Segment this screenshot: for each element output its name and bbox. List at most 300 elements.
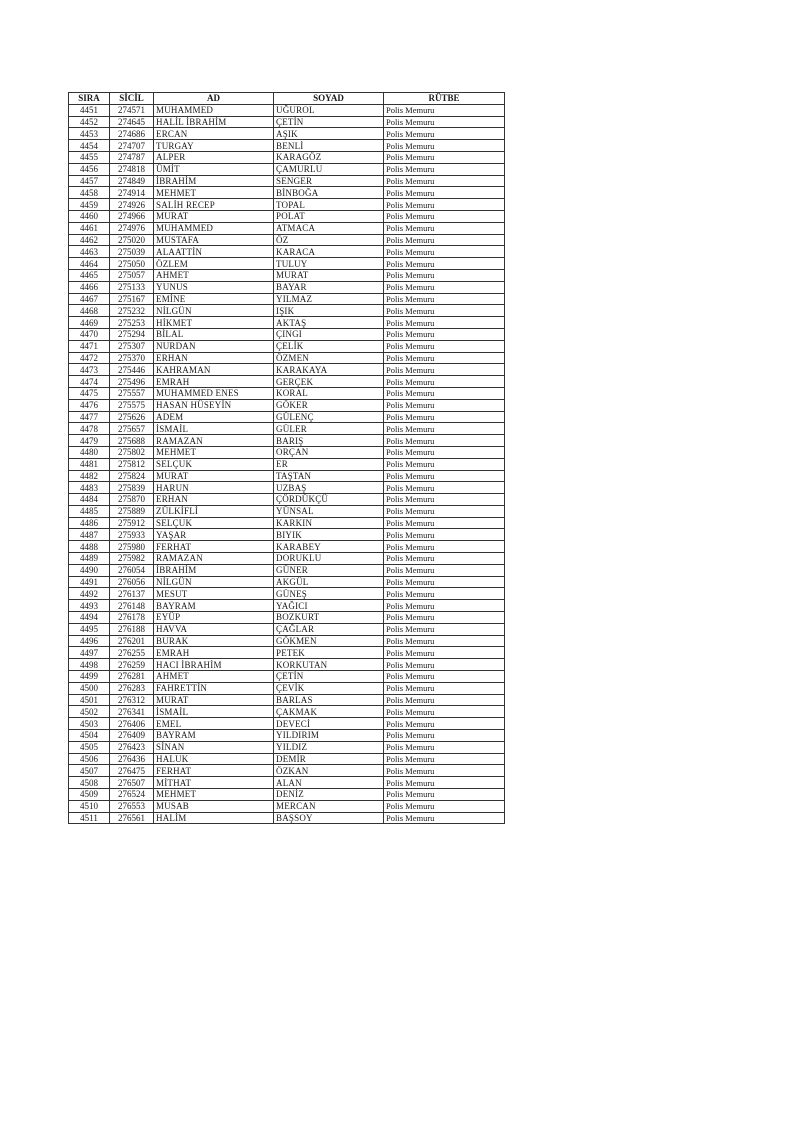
cell-sicil: 276201	[110, 635, 154, 647]
cell-sicil: 274914	[110, 187, 154, 199]
cell-rutbe: Polis Memuru	[384, 435, 505, 447]
table-row	[69, 116, 505, 128]
cell-ad: KAHRAMAN	[154, 364, 274, 376]
cell-sicil: 274571	[110, 104, 154, 116]
cell-ad: HALUK	[154, 753, 274, 765]
cell-soyad: DORUKLU	[274, 553, 384, 565]
table-row	[69, 505, 505, 517]
cell-rutbe: Polis Memuru	[384, 458, 505, 470]
cell-ad: HACI İBRAHİM	[154, 659, 274, 671]
cell-ad: HARUN	[154, 482, 274, 494]
cell-soyad: YÜNSAL	[274, 505, 384, 517]
cell-soyad: ÇELİK	[274, 340, 384, 352]
cell-soyad: ÇAĞLAR	[274, 623, 384, 635]
cell-sicil: 276188	[110, 623, 154, 635]
cell-rutbe: Polis Memuru	[384, 352, 505, 364]
table-row	[69, 482, 505, 494]
cell-soyad: AKTAŞ	[274, 317, 384, 329]
table-row	[69, 104, 505, 116]
cell-sicil: 274707	[110, 140, 154, 152]
cell-ad: YUNUS	[154, 281, 274, 293]
table-row	[69, 210, 505, 222]
cell-sicil: 276406	[110, 718, 154, 730]
cell-sicil: 275889	[110, 505, 154, 517]
cell-sicil: 276283	[110, 682, 154, 694]
cell-ad: RAMAZAN	[154, 435, 274, 447]
table-row	[69, 494, 505, 506]
table-row	[69, 588, 505, 600]
cell-sira: 4510	[69, 800, 110, 812]
cell-ad: EMİNE	[154, 293, 274, 305]
cell-rutbe: Polis Memuru	[384, 777, 505, 789]
cell-ad: RAMAZAN	[154, 553, 274, 565]
cell-soyad: KARKIN	[274, 517, 384, 529]
cell-sicil: 275657	[110, 423, 154, 435]
cell-sira: 4453	[69, 128, 110, 140]
cell-rutbe: Polis Memuru	[384, 364, 505, 376]
cell-sira: 4461	[69, 222, 110, 234]
cell-sicil: 276281	[110, 671, 154, 683]
cell-soyad: IŞIK	[274, 305, 384, 317]
cell-ad: MEHMET	[154, 446, 274, 458]
cell-soyad: BARLAS	[274, 694, 384, 706]
cell-ad: HALİM	[154, 812, 274, 824]
cell-sicil: 275575	[110, 399, 154, 411]
cell-ad: BURAK	[154, 635, 274, 647]
table-row	[69, 706, 505, 718]
cell-sira: 4458	[69, 187, 110, 199]
cell-soyad: KARAKAYA	[274, 364, 384, 376]
cell-sicil: 276341	[110, 706, 154, 718]
cell-ad: MUHAMMED ENES	[154, 387, 274, 399]
table-row	[69, 659, 505, 671]
cell-rutbe: Polis Memuru	[384, 517, 505, 529]
cell-rutbe: Polis Memuru	[384, 789, 505, 801]
cell-rutbe: Polis Memuru	[384, 222, 505, 234]
table-row	[69, 777, 505, 789]
cell-soyad: ORÇAN	[274, 446, 384, 458]
cell-soyad: BARIŞ	[274, 435, 384, 447]
table-row	[69, 352, 505, 364]
cell-rutbe: Polis Memuru	[384, 376, 505, 388]
cell-sicil: 275039	[110, 246, 154, 258]
cell-rutbe: Polis Memuru	[384, 529, 505, 541]
cell-sira: 4503	[69, 718, 110, 730]
cell-ad: BİLAL	[154, 328, 274, 340]
cell-sicil: 275167	[110, 293, 154, 305]
cell-sira: 4476	[69, 399, 110, 411]
cell-sira: 4466	[69, 281, 110, 293]
cell-ad: NİLGÜN	[154, 305, 274, 317]
cell-sira: 4493	[69, 600, 110, 612]
cell-rutbe: Polis Memuru	[384, 234, 505, 246]
cell-ad: AHMET	[154, 671, 274, 683]
cell-sira: 4482	[69, 470, 110, 482]
cell-ad: HİKMET	[154, 317, 274, 329]
cell-sira: 4477	[69, 411, 110, 423]
cell-rutbe: Polis Memuru	[384, 246, 505, 258]
cell-sira: 4492	[69, 588, 110, 600]
cell-sicil: 275933	[110, 529, 154, 541]
cell-ad: MUHAMMED	[154, 104, 274, 116]
cell-rutbe: Polis Memuru	[384, 423, 505, 435]
table-row	[69, 446, 505, 458]
cell-sicil: 276259	[110, 659, 154, 671]
cell-rutbe: Polis Memuru	[384, 647, 505, 659]
cell-soyad: GÖKMEN	[274, 635, 384, 647]
cell-sira: 4484	[69, 494, 110, 506]
cell-sicil: 275057	[110, 269, 154, 281]
cell-rutbe: Polis Memuru	[384, 281, 505, 293]
table-row	[69, 694, 505, 706]
cell-sicil: 275307	[110, 340, 154, 352]
table-row	[69, 682, 505, 694]
cell-sicil: 275812	[110, 458, 154, 470]
cell-soyad: MURAT	[274, 269, 384, 281]
cell-ad: İSMAİL	[154, 706, 274, 718]
cell-sicil: 275496	[110, 376, 154, 388]
table-row	[69, 458, 505, 470]
table-row	[69, 741, 505, 753]
cell-soyad: BAYAR	[274, 281, 384, 293]
cell-sira: 4483	[69, 482, 110, 494]
cell-ad: EMRAH	[154, 647, 274, 659]
table-row	[69, 328, 505, 340]
cell-soyad: TAŞTAN	[274, 470, 384, 482]
cell-sicil: 276255	[110, 647, 154, 659]
cell-ad: EMEL	[154, 718, 274, 730]
cell-rutbe: Polis Memuru	[384, 470, 505, 482]
table-row	[69, 187, 505, 199]
table-body	[69, 104, 505, 824]
table-row	[69, 340, 505, 352]
cell-soyad: BIYIK	[274, 529, 384, 541]
cell-sira: 4486	[69, 517, 110, 529]
cell-rutbe: Polis Memuru	[384, 482, 505, 494]
cell-sicil: 275050	[110, 258, 154, 270]
cell-rutbe: Polis Memuru	[384, 104, 505, 116]
cell-sira: 4451	[69, 104, 110, 116]
cell-sicil: 275370	[110, 352, 154, 364]
cell-sira: 4480	[69, 446, 110, 458]
cell-soyad: KARACA	[274, 246, 384, 258]
cell-soyad: AKGÜL	[274, 576, 384, 588]
cell-rutbe: Polis Memuru	[384, 576, 505, 588]
cell-sicil: 274686	[110, 128, 154, 140]
table-row	[69, 376, 505, 388]
cell-rutbe: Polis Memuru	[384, 623, 505, 635]
cell-soyad: ATMACA	[274, 222, 384, 234]
cell-rutbe: Polis Memuru	[384, 116, 505, 128]
cell-soyad: YILDIZ	[274, 741, 384, 753]
cell-rutbe: Polis Memuru	[384, 706, 505, 718]
cell-rutbe: Polis Memuru	[384, 753, 505, 765]
cell-ad: AHMET	[154, 269, 274, 281]
cell-sicil: 276553	[110, 800, 154, 812]
cell-rutbe: Polis Memuru	[384, 293, 505, 305]
cell-sira: 4474	[69, 376, 110, 388]
table-row	[69, 730, 505, 742]
cell-ad: MİTHAT	[154, 777, 274, 789]
table-row	[69, 517, 505, 529]
cell-sicil: 275232	[110, 305, 154, 317]
cell-soyad: TULUY	[274, 258, 384, 270]
cell-sicil: 276436	[110, 753, 154, 765]
cell-ad: İBRAHİM	[154, 175, 274, 187]
cell-soyad: UĞUROL	[274, 104, 384, 116]
table-row	[69, 635, 505, 647]
cell-soyad: YILMAZ	[274, 293, 384, 305]
cell-ad: MURAT	[154, 210, 274, 222]
cell-sicil: 275870	[110, 494, 154, 506]
table-row	[69, 765, 505, 777]
table-row	[69, 470, 505, 482]
cell-ad: FERHAT	[154, 765, 274, 777]
cell-sicil: 274849	[110, 175, 154, 187]
cell-ad: BAYRAM	[154, 600, 274, 612]
header-sicil: SİCİL	[110, 93, 154, 105]
cell-rutbe: Polis Memuru	[384, 765, 505, 777]
cell-sicil: 275133	[110, 281, 154, 293]
cell-rutbe: Polis Memuru	[384, 564, 505, 576]
cell-rutbe: Polis Memuru	[384, 140, 505, 152]
cell-sicil: 276178	[110, 612, 154, 624]
cell-soyad: ALAN	[274, 777, 384, 789]
cell-rutbe: Polis Memuru	[384, 210, 505, 222]
cell-soyad: ÇETİN	[274, 116, 384, 128]
cell-soyad: ÖZKAN	[274, 765, 384, 777]
table-row	[69, 600, 505, 612]
table-row	[69, 423, 505, 435]
cell-sira: 4465	[69, 269, 110, 281]
cell-ad: ALPER	[154, 151, 274, 163]
cell-ad: EMRAH	[154, 376, 274, 388]
cell-rutbe: Polis Memuru	[384, 812, 505, 824]
cell-rutbe: Polis Memuru	[384, 588, 505, 600]
cell-sicil: 275980	[110, 541, 154, 553]
cell-soyad: KARABEY	[274, 541, 384, 553]
cell-rutbe: Polis Memuru	[384, 682, 505, 694]
cell-soyad: BENLİ	[274, 140, 384, 152]
cell-ad: FERHAT	[154, 541, 274, 553]
table-row	[69, 151, 505, 163]
cell-rutbe: Polis Memuru	[384, 800, 505, 812]
cell-sira: 4468	[69, 305, 110, 317]
cell-sicil: 275294	[110, 328, 154, 340]
cell-rutbe: Polis Memuru	[384, 317, 505, 329]
table-row	[69, 564, 505, 576]
cell-sicil: 276507	[110, 777, 154, 789]
cell-sira: 4471	[69, 340, 110, 352]
cell-rutbe: Polis Memuru	[384, 305, 505, 317]
table-row	[69, 199, 505, 211]
cell-sira: 4502	[69, 706, 110, 718]
cell-soyad: GÜLER	[274, 423, 384, 435]
cell-rutbe: Polis Memuru	[384, 258, 505, 270]
table-row	[69, 612, 505, 624]
table-row	[69, 175, 505, 187]
cell-sira: 4481	[69, 458, 110, 470]
cell-soyad: KORKUTAN	[274, 659, 384, 671]
cell-sicil: 276475	[110, 765, 154, 777]
cell-rutbe: Polis Memuru	[384, 505, 505, 517]
header-soyad: SOYAD	[274, 93, 384, 105]
cell-sicil: 275446	[110, 364, 154, 376]
cell-sira: 4475	[69, 387, 110, 399]
cell-ad: İBRAHİM	[154, 564, 274, 576]
cell-sicil: 276312	[110, 694, 154, 706]
cell-soyad: GÜNEŞ	[274, 588, 384, 600]
cell-sicil: 276148	[110, 600, 154, 612]
cell-sicil: 275626	[110, 411, 154, 423]
table-row	[69, 399, 505, 411]
cell-sicil: 276409	[110, 730, 154, 742]
cell-ad: MEHMET	[154, 789, 274, 801]
table-row	[69, 800, 505, 812]
cell-soyad: MERCAN	[274, 800, 384, 812]
cell-soyad: GÜLENÇ	[274, 411, 384, 423]
cell-ad: MURAT	[154, 694, 274, 706]
table-row	[69, 281, 505, 293]
cell-rutbe: Polis Memuru	[384, 553, 505, 565]
table-row	[69, 812, 505, 824]
cell-sira: 4504	[69, 730, 110, 742]
cell-soyad: YAĞICI	[274, 600, 384, 612]
cell-sira: 4499	[69, 671, 110, 683]
cell-ad: MESUT	[154, 588, 274, 600]
cell-ad: MUHAMMED	[154, 222, 274, 234]
cell-sira: 4496	[69, 635, 110, 647]
cell-sira: 4469	[69, 317, 110, 329]
cell-rutbe: Polis Memuru	[384, 741, 505, 753]
cell-soyad: ÖZ	[274, 234, 384, 246]
cell-sicil: 274976	[110, 222, 154, 234]
cell-ad: SİNAN	[154, 741, 274, 753]
table-row	[69, 293, 505, 305]
cell-ad: NURDAN	[154, 340, 274, 352]
cell-rutbe: Polis Memuru	[384, 718, 505, 730]
cell-sira: 4494	[69, 612, 110, 624]
table-row	[69, 364, 505, 376]
table-row	[69, 317, 505, 329]
cell-sira: 4479	[69, 435, 110, 447]
cell-rutbe: Polis Memuru	[384, 600, 505, 612]
cell-rutbe: Polis Memuru	[384, 671, 505, 683]
cell-soyad: AŞIK	[274, 128, 384, 140]
cell-soyad: SENGER	[274, 175, 384, 187]
cell-sira: 4509	[69, 789, 110, 801]
cell-sicil: 276054	[110, 564, 154, 576]
cell-ad: EYÜP	[154, 612, 274, 624]
table-row	[69, 258, 505, 270]
cell-sira: 4473	[69, 364, 110, 376]
cell-soyad: PETEK	[274, 647, 384, 659]
cell-ad: SELÇUK	[154, 458, 274, 470]
table-row	[69, 623, 505, 635]
cell-sira: 4478	[69, 423, 110, 435]
cell-sicil: 275802	[110, 446, 154, 458]
cell-rutbe: Polis Memuru	[384, 151, 505, 163]
cell-sicil: 275253	[110, 317, 154, 329]
cell-ad: YAŞAR	[154, 529, 274, 541]
cell-ad: TURGAY	[154, 140, 274, 152]
table-row	[69, 576, 505, 588]
cell-rutbe: Polis Memuru	[384, 446, 505, 458]
cell-sira: 4452	[69, 116, 110, 128]
header-row	[69, 93, 505, 105]
cell-soyad: ÇINGI	[274, 328, 384, 340]
cell-sicil: 275982	[110, 553, 154, 565]
cell-ad: ÖZLEM	[154, 258, 274, 270]
header-ad: AD	[154, 93, 274, 105]
table-row	[69, 222, 505, 234]
cell-sicil: 275688	[110, 435, 154, 447]
table-row	[69, 753, 505, 765]
table-row	[69, 411, 505, 423]
cell-ad: HASAN HÜSEYİN	[154, 399, 274, 411]
cell-rutbe: Polis Memuru	[384, 199, 505, 211]
table-row	[69, 163, 505, 175]
header-sira: SIRA	[69, 93, 110, 105]
cell-sira: 4459	[69, 199, 110, 211]
cell-sira: 4501	[69, 694, 110, 706]
cell-soyad: KARAGÖZ	[274, 151, 384, 163]
cell-sira: 4497	[69, 647, 110, 659]
cell-ad: HAVVA	[154, 623, 274, 635]
cell-sicil: 275839	[110, 482, 154, 494]
cell-rutbe: Polis Memuru	[384, 328, 505, 340]
table-row	[69, 246, 505, 258]
cell-sicil: 274926	[110, 199, 154, 211]
cell-rutbe: Polis Memuru	[384, 399, 505, 411]
cell-ad: ALAATTİN	[154, 246, 274, 258]
cell-soyad: POLAT	[274, 210, 384, 222]
cell-soyad: ÖZMEN	[274, 352, 384, 364]
table-row	[69, 234, 505, 246]
cell-sira: 4455	[69, 151, 110, 163]
cell-sira: 4454	[69, 140, 110, 152]
cell-rutbe: Polis Memuru	[384, 387, 505, 399]
table-row	[69, 269, 505, 281]
cell-rutbe: Polis Memuru	[384, 694, 505, 706]
header-rutbe: RÜTBE	[384, 93, 505, 105]
cell-sira: 4495	[69, 623, 110, 635]
cell-soyad: ER	[274, 458, 384, 470]
cell-soyad: ÇÖRDÜKÇÜ	[274, 494, 384, 506]
cell-sira: 4470	[69, 328, 110, 340]
cell-rutbe: Polis Memuru	[384, 128, 505, 140]
cell-sicil: 275557	[110, 387, 154, 399]
cell-rutbe: Polis Memuru	[384, 187, 505, 199]
cell-sicil: 276137	[110, 588, 154, 600]
cell-ad: MEHMET	[154, 187, 274, 199]
cell-soyad: ÇEVİK	[274, 682, 384, 694]
cell-soyad: ÇAMURLU	[274, 163, 384, 175]
cell-sicil: 276561	[110, 812, 154, 824]
cell-sira: 4464	[69, 258, 110, 270]
cell-soyad: BAŞSOY	[274, 812, 384, 824]
cell-soyad: DEVECİ	[274, 718, 384, 730]
cell-sira: 4462	[69, 234, 110, 246]
cell-sicil: 276524	[110, 789, 154, 801]
cell-ad: ERCAN	[154, 128, 274, 140]
cell-sira: 4460	[69, 210, 110, 222]
cell-sira: 4508	[69, 777, 110, 789]
cell-sicil: 274645	[110, 116, 154, 128]
cell-sira: 4463	[69, 246, 110, 258]
cell-ad: ERHAN	[154, 494, 274, 506]
cell-ad: MUSTAFA	[154, 234, 274, 246]
